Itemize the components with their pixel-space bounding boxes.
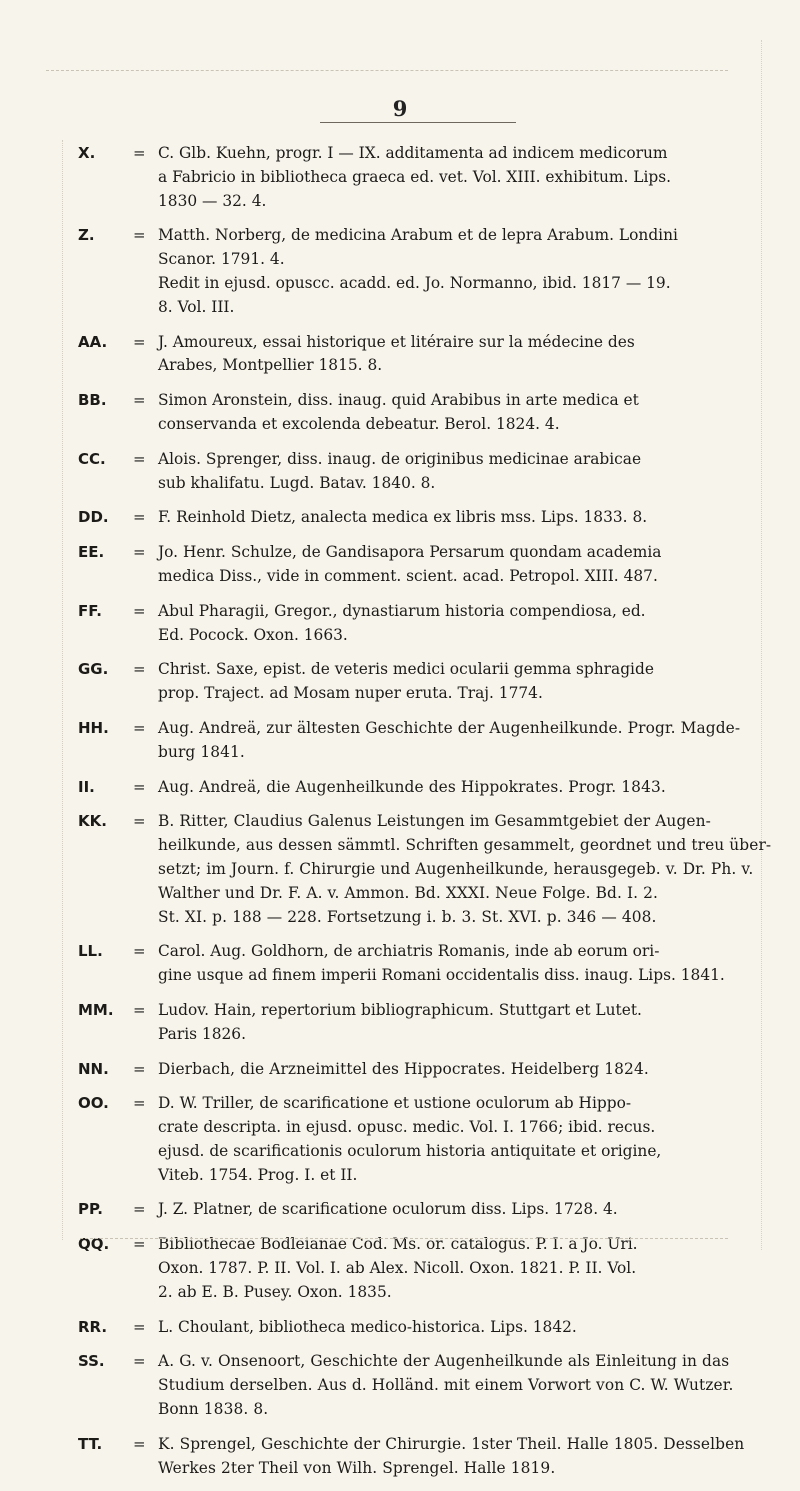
entry-key: SS. <box>78 1352 105 1371</box>
entry-text <box>158 1058 768 1082</box>
entry-text <box>158 776 768 800</box>
entry-line: Paris 1826. <box>158 1024 246 1043</box>
entry-line: L. Choulant, bibliotheca medico-historica. Lips. 1842. <box>158 1317 577 1336</box>
entry-text <box>158 717 768 765</box>
entry-key: HH. <box>78 718 109 737</box>
bibliography-entry <box>78 448 768 496</box>
bibliography-entry <box>78 541 768 589</box>
entry-line: burg 1841. <box>158 742 245 761</box>
entry-line: D. W. Triller, de scarificatione et ustione oculorum ab Hippo- <box>158 1094 632 1113</box>
entry-line: Redit in ejusd. opuscc. acadd. ed. Jo. Normanno, ibid. 1817 — 19. <box>158 273 671 292</box>
entry-line: sub khalifatu. Lugd. Batav. 1840. 8. <box>158 473 436 492</box>
entry-key: FF. <box>78 601 102 620</box>
entry-line: medica Diss., vide in comment. scient. acad. Petropol. XIII. 487. <box>158 566 658 585</box>
entry-line: Dierbach, die Arzneimittel des Hippocrates. Heidelberg 1824. <box>158 1059 649 1078</box>
entry-line: St. XI. p. 188 — 228. Fortsetzung i. b. 3. St. XVI. p. 346 — 408. <box>158 907 657 926</box>
entry-line: J. Amoureux, essai historique et litéraire sur la médecine des <box>158 332 635 351</box>
entry-line: ejusd. de scarificationis oculorum historia antiquitate et origine, <box>158 1141 662 1160</box>
entry-key: GG. <box>78 660 109 679</box>
entry-text <box>158 448 768 496</box>
entry-text <box>158 1092 768 1187</box>
bibliography-entry <box>78 1198 768 1222</box>
equals-sign: = <box>133 718 146 737</box>
equals-sign: = <box>133 777 146 796</box>
equals-sign: = <box>133 1235 146 1254</box>
equals-sign: = <box>133 1000 146 1019</box>
equals-sign: = <box>133 508 146 527</box>
entry-key: BB. <box>78 391 107 410</box>
bibliography-entry <box>78 717 768 765</box>
entry-line: Viteb. 1754. Prog. I. et II. <box>158 1165 358 1184</box>
equals-sign: = <box>133 601 146 620</box>
entry-text <box>158 940 768 988</box>
bibliography-list <box>78 142 772 1491</box>
entry-key: MM. <box>78 1000 114 1019</box>
entry-line: Studium derselben. Aus d. Holländ. mit einem Vorwort von C. W. Wutzer. <box>158 1376 734 1395</box>
bibliography-entry <box>78 940 768 988</box>
entry-line: 1830 — 32. 4. <box>158 191 267 210</box>
bibliography-entry <box>78 506 768 530</box>
bibliography-entry <box>78 389 768 437</box>
entry-line: Aug. Andreä, zur ältesten Geschichte der Augenheilkunde. Progr. Magde- <box>158 718 741 737</box>
equals-sign: = <box>133 1434 146 1453</box>
entry-key: EE. <box>78 543 105 562</box>
entry-line: Bibliothecae Bodleianae Cod. Ms. or. catalogus. P. I. a Jo. Uri. <box>158 1235 638 1254</box>
entry-key: QQ. <box>78 1235 110 1254</box>
entry-text <box>158 658 768 706</box>
entry-line: Christ. Saxe, epist. de veteris medici ocularii gemma sphragide <box>158 660 654 679</box>
entry-line: Jo. Henr. Schulze, de Gandisapora Persarum quondam academia <box>158 543 662 562</box>
equals-sign: = <box>133 226 146 245</box>
entry-key: II. <box>78 777 95 796</box>
entry-key: CC. <box>78 449 106 468</box>
entry-line: Scanor. 1791. 4. <box>158 250 285 269</box>
entry-key: LL. <box>78 942 103 961</box>
equals-sign: = <box>133 543 146 562</box>
entry-line: Aug. Andreä, die Augenheilkunde des Hippokrates. Progr. 1843. <box>158 777 666 796</box>
entry-line: Arabes, Montpellier 1815. 8. <box>158 356 383 375</box>
entry-line: Abul Pharagii, Gregor., dynastiarum historia compendiosa, ed. <box>158 601 646 620</box>
entry-key: DD. <box>78 508 109 527</box>
entry-text <box>158 541 768 589</box>
bibliography-entry <box>78 224 768 319</box>
entry-text <box>158 1350 768 1421</box>
equals-sign: = <box>133 1094 146 1113</box>
entry-line: C. Glb. Kuehn, progr. I — IX. additamenta ad indicem medicorum <box>158 144 668 162</box>
equals-sign: = <box>133 449 146 468</box>
equals-sign: = <box>133 812 146 831</box>
bibliography-entry <box>78 1433 768 1481</box>
entry-line: K. Sprengel, Geschichte der Chirurgie. 1ster Theil. Halle 1805. Desselben <box>158 1434 745 1453</box>
bibliography-entry <box>78 1233 768 1304</box>
entry-line: J. Z. Platner, de scarificatione oculorum diss. Lips. 1728. 4. <box>158 1200 618 1219</box>
entry-line: 2. ab E. B. Pusey. Oxon. 1835. <box>158 1282 392 1301</box>
bibliography-entry <box>78 600 768 648</box>
bibliography-entry <box>78 331 768 379</box>
equals-sign: = <box>133 1059 146 1078</box>
entry-key: OO. <box>78 1094 109 1113</box>
bibliography-entry <box>78 1092 768 1187</box>
entry-line: B. Ritter, Claudius Galenus Leistungen im Gesammtgebiet der Augen- <box>158 812 711 831</box>
entry-text <box>158 389 768 437</box>
entry-key: NN. <box>78 1059 109 1078</box>
bibliography-entry <box>78 776 768 800</box>
left-margin-line <box>62 140 63 1240</box>
entry-text <box>158 331 768 379</box>
entry-line: Oxon. 1787. P. II. Vol. I. ab Alex. Nicoll. Oxon. 1821. P. II. Vol. <box>158 1259 637 1278</box>
entry-text <box>158 224 768 319</box>
entry-line: prop. Traject. ad Mosam nuper eruta. Traj. 1774. <box>158 684 543 703</box>
entry-text <box>158 999 768 1047</box>
entry-key: AA. <box>78 332 108 351</box>
entry-line: Carol. Aug. Goldhorn, de archiatris Romanis, inde ab eorum ori- <box>158 942 660 961</box>
entry-line: heilkunde, aus dessen sämmtl. Schriften gesammelt, geordnet und treu über- <box>158 836 772 855</box>
entry-key: X. <box>78 144 96 162</box>
entry-key: RR. <box>78 1317 108 1336</box>
entry-key: Z. <box>78 226 95 245</box>
entry-line: Werkes 2ter Theil von Wilh. Sprengel. Halle 1819. <box>158 1458 556 1477</box>
entry-text <box>158 600 768 648</box>
bibliography-entry <box>78 999 768 1047</box>
bottom-scan-border <box>80 1238 728 1239</box>
entry-line: Bonn 1838. 8. <box>158 1400 269 1419</box>
entry-text <box>158 1433 768 1481</box>
page-number: 9 <box>392 96 408 121</box>
equals-sign: = <box>133 1352 146 1371</box>
entry-line: conservanda et excolenda debeatur. Berol. 1824. 4. <box>158 414 560 433</box>
page-number-rule <box>320 122 516 123</box>
entry-line: Simon Aronstein, diss. inaug. quid Arabibus in arte medica et <box>158 391 639 410</box>
entry-line: Alois. Sprenger, diss. inaug. de originibus medicinae arabicae <box>158 449 642 468</box>
entry-key: TT. <box>78 1434 103 1453</box>
equals-sign: = <box>133 332 146 351</box>
equals-sign: = <box>133 144 146 162</box>
entry-line: Ludov. Hain, repertorium bibliographicum. Stuttgart et Lutet. <box>158 1000 642 1019</box>
equals-sign: = <box>133 391 146 410</box>
entry-text <box>158 1316 768 1340</box>
entry-text <box>158 142 768 213</box>
entry-text <box>158 1198 768 1222</box>
entry-line: Matth. Norberg, de medicina Arabum et de lepra Arabum. Londini <box>158 226 678 245</box>
entry-key: KK. <box>78 812 107 831</box>
entry-text <box>158 1233 768 1304</box>
entry-line: F. Reinhold Dietz, analecta medica ex libris mss. Lips. 1833. 8. <box>158 508 648 527</box>
entry-key: PP. <box>78 1200 103 1219</box>
equals-sign: = <box>133 660 146 679</box>
entry-text <box>158 506 768 530</box>
bibliography-entry <box>78 142 768 213</box>
entry-line: a Fabricio in bibliotheca graeca ed. vet. Vol. XIII. exhibitum. Lips. <box>158 167 672 186</box>
equals-sign: = <box>133 1317 146 1336</box>
bibliography-entry <box>78 1350 768 1421</box>
entry-line: Ed. Pocock. Oxon. 1663. <box>158 625 348 644</box>
equals-sign: = <box>133 942 146 961</box>
entry-line: A. G. v. Onsenoort, Geschichte der Augenheilkunde als Einleitung in das <box>158 1352 730 1371</box>
entry-line: crate descripta. in ejusd. opusc. medic. Vol. I. 1766; ibid. recus. <box>158 1118 656 1137</box>
equals-sign: = <box>133 1200 146 1219</box>
entry-line: Walther und Dr. F. A. v. Ammon. Bd. XXXI. Neue Folge. Bd. I. 2. <box>158 883 659 902</box>
bibliography-entry <box>78 658 768 706</box>
entry-line: gine usque ad finem imperii Romani occidentalis diss. inaug. Lips. 1841. <box>158 966 725 985</box>
entry-text <box>158 810 772 929</box>
bibliography-entry <box>78 1316 768 1340</box>
top-scan-border <box>46 70 728 71</box>
entry-line: 8. Vol. III. <box>158 297 235 316</box>
bibliography-entry <box>78 810 772 929</box>
entry-line: setzt; im Journ. f. Chirurgie und Augenheilkunde, herausgegeb. v. Dr. Ph. v. <box>158 859 754 878</box>
bibliography-entry <box>78 1058 768 1082</box>
